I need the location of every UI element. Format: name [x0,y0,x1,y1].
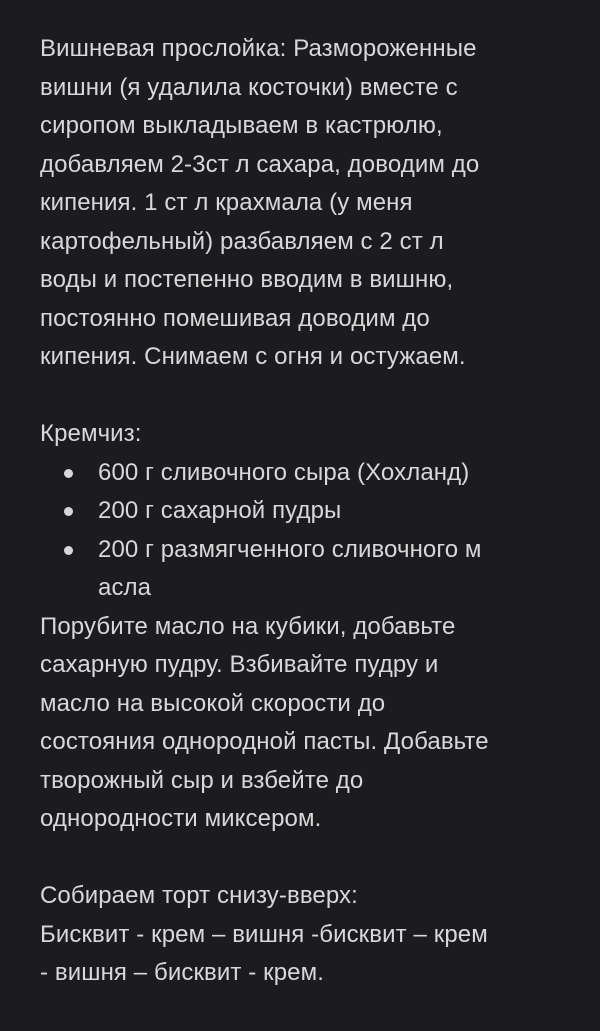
cream-cheese-section [40,415,560,839]
bullet-icon [64,546,73,555]
bullet-icon [64,507,73,516]
list-item-continuation [40,569,560,608]
text-line: воды и постепенно вводим в вишню, [40,266,454,293]
list-item [40,454,560,493]
text-line: Порубите масло на кубики, добавьте [40,612,456,640]
list-item [40,531,560,570]
list-item-text: асла [98,574,152,601]
text-line: однородности миксером. [40,805,322,832]
text-line: картофельный) разбавляем с 2 ст л [40,227,444,255]
text-line: постоянно помешивая доводим до [40,304,430,332]
text-line: Бисквит - крем – вишня -бисквит – крем [40,920,488,948]
text-line: состояния однородной пасты. Добавьте [40,728,489,755]
text-line: сахарную пудру. Взбивайте пудру и [40,651,439,678]
text-line: кипения. 1 ст л крахмала (у меня [40,189,413,216]
text-line: масло на высокой скорости до [40,689,386,717]
text-line: сиропом выкладываем в кастрюлю, [40,112,443,139]
cherry-layer-paragraph [40,30,560,377]
assembly-section [40,877,560,993]
section-heading: Кремчиз: [40,420,142,447]
text-line: добавляем 2-3ст л сахара, доводим до [40,150,480,178]
ingredient-list [40,454,560,608]
list-item-text: 200 г размягченного сливочного м [98,535,482,563]
list-item-text: 600 г сливочного сыра (Хохланд) [98,458,470,486]
text-line: кипения. Снимаем с огня и остужаем. [40,343,466,370]
text-line: - вишня – бисквит - крем. [40,959,324,986]
text-line: Собираем торт снизу-вверх: [40,882,358,909]
text-line: творожный сыр и взбейте до [40,766,364,794]
text-line: Вишневая прослойка: Размороженные [40,35,477,62]
bullet-icon [64,469,73,478]
spacer [40,839,560,878]
text-line: вишни (я удалила косточки) вместе с [40,73,458,101]
spacer [40,377,560,416]
list-item-text: 200 г сахарной пудры [98,497,342,524]
list-item [40,492,560,531]
